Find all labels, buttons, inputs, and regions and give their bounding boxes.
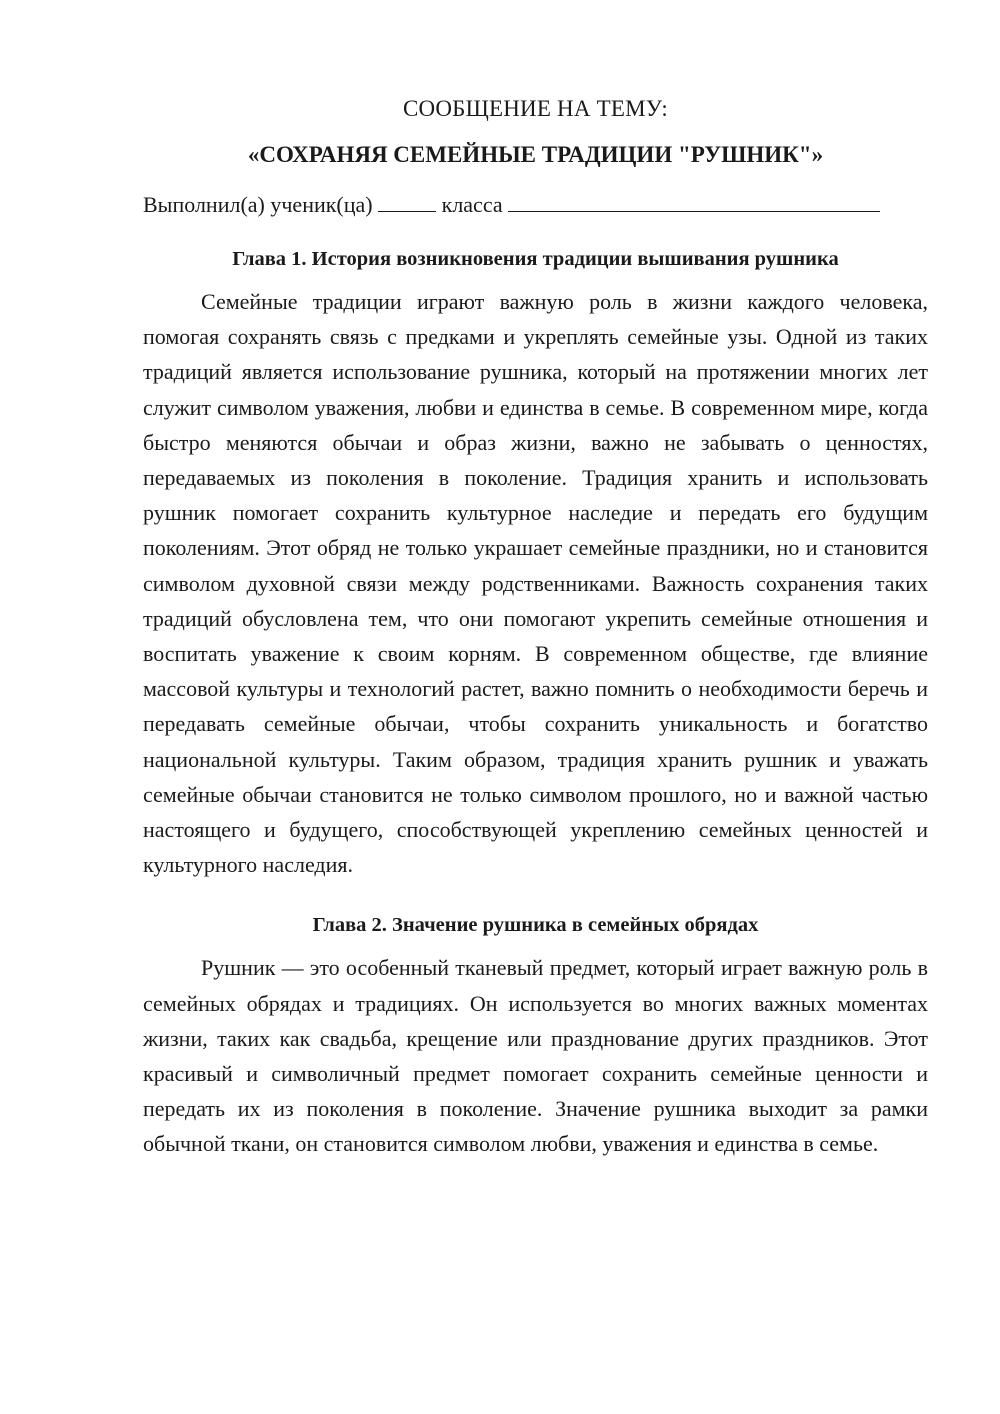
author-class-word: класса [441,192,503,217]
document-heading: СООБЩЕНИЕ НА ТЕМУ: [403,96,668,121]
chapter-2-title: Глава 2. Значение рушника в семейных обрядах [312,914,759,937]
chapter-2-text: Рушник — это особенный тканевый предмет, который играет важную роль в семейных обрядах и традициях. Он используется во многих важных моментах жизни, таких как свадьба, крещение или празднование других праздников. Этот красивый и символичный предмет помогает сохранить семейные ценности и передать их из поколения в поколение. Значение рушника выходит за рамки обычной ткани, он становится символом любви, уважения и единства в семье. [143,955,928,1157]
student-name-blank [508,191,880,212]
author-line [143,190,928,220]
class-number-blank [378,191,436,212]
chapter-1-title: Глава 1. История возникновения традиции вышивания рушника [232,248,839,270]
author-prefix: Выполнил(а) ученик(ца) [143,192,373,217]
document-title: «СОХРАНЯЯ СЕМЕЙНЫЕ ТРАДИЦИИ "РУШНИК"» [247,142,824,167]
document-page [143,92,928,1162]
chapter-1-text: Семейные традиции играют важную роль в жизни каждого человека, помогая сохранять связь с предками и укреплять семейные узы. Одной из таких традиций является использование рушника, который на протяжении многих лет служит символом уважения, любви и единства в семье. В современном мире, когда быстро меняются обычаи и образ жизни, важно не забывать о ценностях, передаваемых из поколения в поколение. Традиция хранить и использовать рушник помогает сохранить культурное наследие и передать его будущим поколениям. Этот обряд не только украшает семейные праздники, но и становится символом духовной связи между родственниками. Важность сохранения таких традиций обусловлена тем, что они помогают укрепить семейные отношения и воспитать уважение к своим корням. В современном обществе, где влияние массовой культуры и технологий растет, важно помнить о необходимости беречь и передавать семейные обычаи, чтобы сохранить уникальность и богатство национальной культуры. Таким образом, традиция хранить рушник и уважать семейные обычаи становится не только символом прошлого, но и важной частью настоящего и будущего, способствующей укреплению семейных ценностей и культурного наследия. [143,289,928,878]
